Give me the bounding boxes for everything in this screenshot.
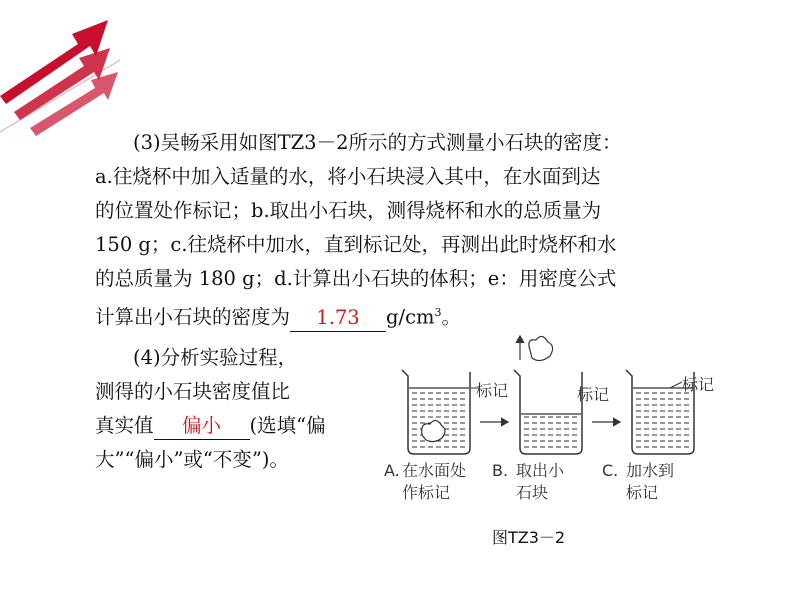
step-a-line2: 作标记 bbox=[402, 483, 451, 502]
step-a-letter: A. bbox=[384, 461, 400, 480]
q3-unit-superscript: 3 bbox=[434, 306, 442, 319]
q4-line-3-after: (选填“偏 bbox=[249, 414, 326, 437]
experiment-figure bbox=[380, 330, 740, 520]
lifted-stone-icon bbox=[529, 336, 553, 360]
step-c-line1: 加水到 bbox=[626, 461, 675, 480]
step-b-line2: 石块 bbox=[516, 483, 549, 502]
q4-line-2: 测得的小石块密度值比 bbox=[95, 380, 291, 403]
q4-line-1: (4)分析实验过程， bbox=[133, 346, 298, 369]
q3-line-5: 的总质量为 180 g；d.计算出小石块的体积；e：用密度公式 bbox=[95, 267, 617, 290]
q3-line-6-text: 计算出小石块的密度为 bbox=[95, 305, 291, 329]
mark-label-c: 标记 bbox=[682, 375, 715, 394]
q3-line-6-end: 。 bbox=[441, 305, 461, 329]
q4-line-3-text: 真实值 bbox=[95, 414, 154, 437]
q3-line-2: a.往烧杯中加入适量的水，将小石块浸入其中，在水面到达 bbox=[95, 165, 601, 188]
q4-line-4: 大”“偏小”或“不变”)。 bbox=[95, 448, 289, 471]
step-b-letter: B. bbox=[492, 461, 509, 480]
mark-label-a: 标记 bbox=[476, 381, 509, 400]
q3-line-4: 150 g；c.往烧杯中加水，直到标记处，再测出此时烧杯和水 bbox=[95, 233, 617, 256]
step-c-line2: 标记 bbox=[626, 483, 659, 502]
q3-line-3: 的位置处作标记；b.取出小石块，测得烧杯和水的总质量为 bbox=[95, 199, 602, 222]
question-3 bbox=[95, 126, 735, 330]
q3-line-6 bbox=[95, 296, 735, 330]
q4-answer-blank: 偏小 bbox=[154, 413, 250, 440]
step-b-line1: 取出小 bbox=[516, 461, 565, 480]
q3-line-1: (3)吴畅采用如图TZ3－2所示的方式测量小石块的密度： bbox=[133, 131, 622, 154]
q4-line-3 bbox=[95, 409, 395, 443]
logo-arrows bbox=[0, 0, 150, 140]
beaker-a bbox=[402, 370, 478, 454]
mark-label-b: 标记 bbox=[577, 385, 610, 404]
q3-answer-blank: 1.73 bbox=[290, 305, 386, 332]
step-a-line1: 在水面处 bbox=[402, 461, 467, 480]
beaker-b bbox=[514, 370, 588, 454]
step-c-letter: C. bbox=[602, 461, 619, 480]
q3-unit: g/cm bbox=[386, 305, 435, 329]
question-4 bbox=[95, 341, 395, 477]
figure-caption: 图TZ3－2 bbox=[492, 528, 566, 547]
